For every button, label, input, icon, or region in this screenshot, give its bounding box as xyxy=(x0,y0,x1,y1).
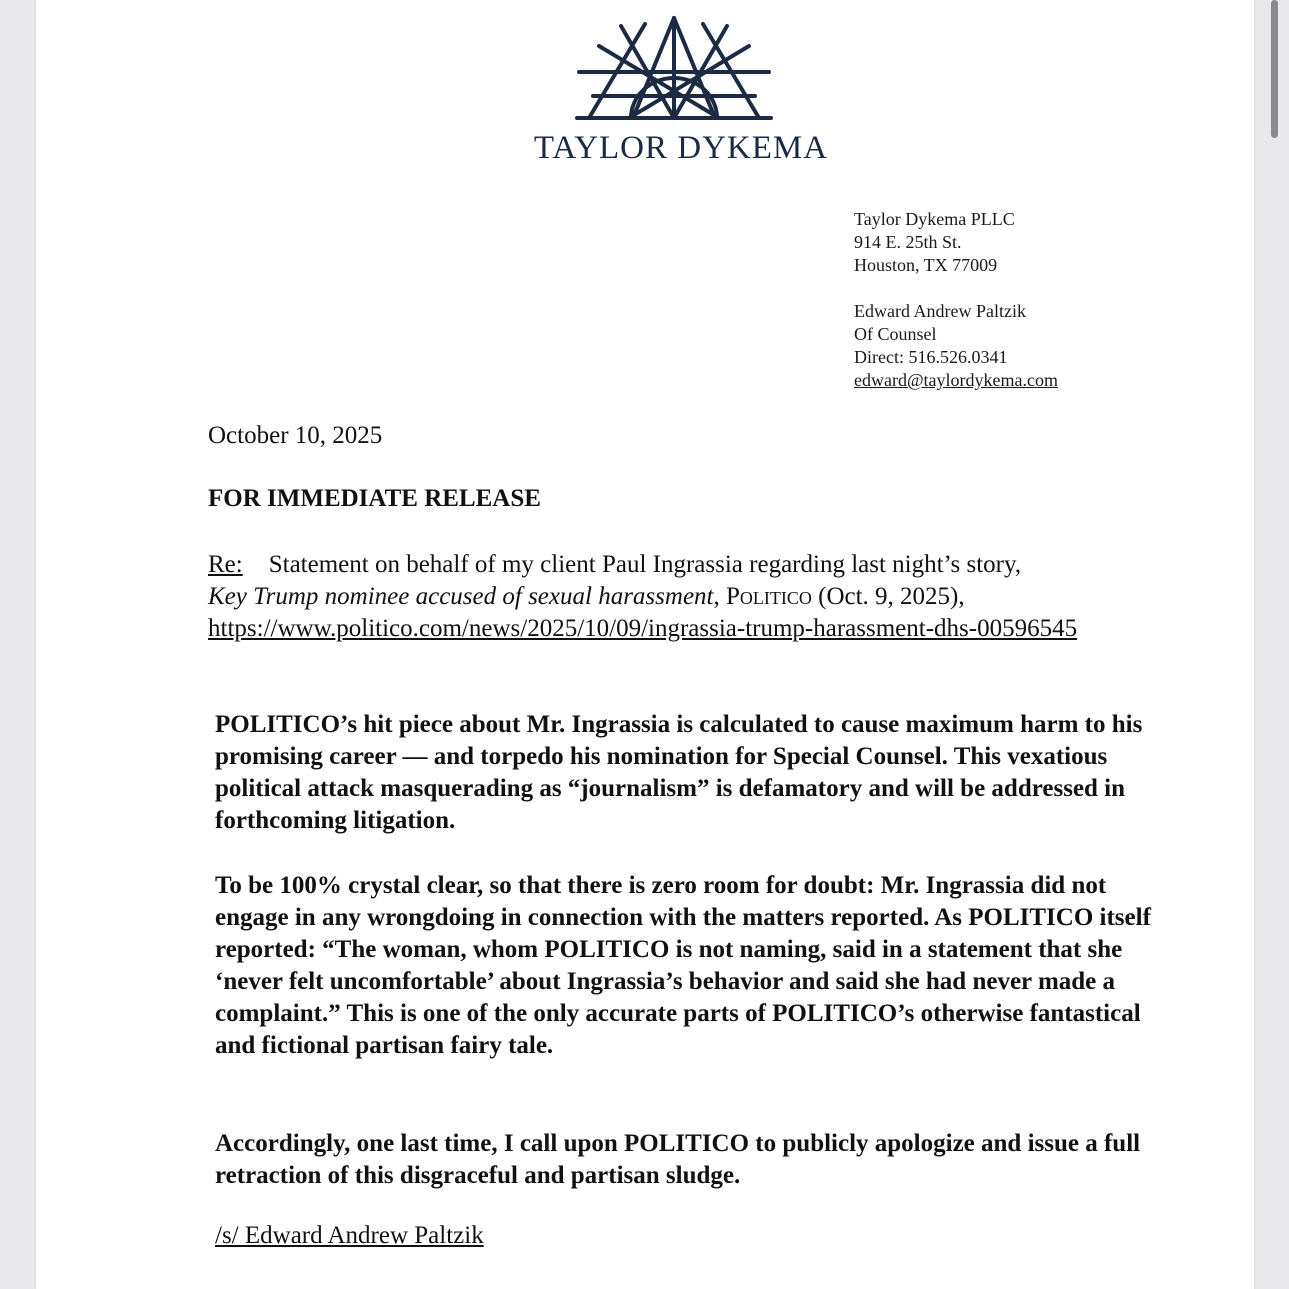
re-text: Statement on behalf of my client Paul Ingrassia regarding last night’s story, xyxy=(268,551,1022,578)
publication-name: Politico xyxy=(725,583,812,610)
article-url-link[interactable]: https://www.politico.com/news/2025/10/09/ingrassia-trump-harassment-dhs-00596545 xyxy=(208,615,1078,642)
release-heading: FOR IMMEDIATE RELEASE xyxy=(208,485,541,512)
signature: /s/ Edward Andrew Paltzik xyxy=(215,1222,484,1249)
paragraph-2: To be 100% crystal clear, so that there is zero room for doubt: Mr. Ingrassia did not engage in any wrongdoing in connection with the matters reported. As POLITICO itself reported: “The woman, whom POLITICO is not naming, said in a statement that she ‘never felt uncomfortable’ about Ingrassia’s behavior and said she had never made a complaint.” This is one of the only accurate parts of POLITICO’s otherwise fantastical and fictional partisan fairy tale. xyxy=(215,872,1151,1059)
email-link[interactable]: edward@taylordykema.com xyxy=(854,370,1059,390)
attorney-title: Of Counsel xyxy=(854,324,937,344)
street-address: 914 E. 25th St. xyxy=(854,232,962,252)
document-page xyxy=(36,0,1254,1289)
direct-phone: Direct: 516.526.0341 xyxy=(854,347,1008,367)
letter-date: October 10, 2025 xyxy=(208,422,383,449)
attorney-name: Edward Andrew Paltzik xyxy=(854,301,1026,321)
re-line xyxy=(208,549,1148,645)
paragraph-1: POLITICO’s hit piece about Mr. Ingrassia is calculated to cause maximum harm to his promising career — and torpedo his nomination for Special Counsel. This vexatious political attack masquerading as “journalism” is defamatory and will be addressed in forthcoming litigation. xyxy=(215,711,1143,834)
contact-block xyxy=(854,208,1058,392)
re-separator: , xyxy=(713,583,726,610)
taylor-dykema-logo-icon xyxy=(569,14,779,124)
paragraph-3: Accordingly, one last time, I call upon POLITICO to publicly apologize and issue a full retraction of this disgraceful and partisan sludge. xyxy=(215,1130,1141,1189)
scrollbar[interactable] xyxy=(1271,0,1278,138)
firm-name: TAYLOR DYKEMA xyxy=(533,130,829,166)
re-label: Re: xyxy=(208,551,243,578)
firm-legal-name: Taylor Dykema PLLC xyxy=(854,209,1015,229)
city-state-zip: Houston, TX 77009 xyxy=(854,255,998,275)
article-title: Key Trump nominee accused of sexual harassment xyxy=(208,583,714,610)
publication-date: (Oct. 9, 2025), xyxy=(811,583,965,610)
